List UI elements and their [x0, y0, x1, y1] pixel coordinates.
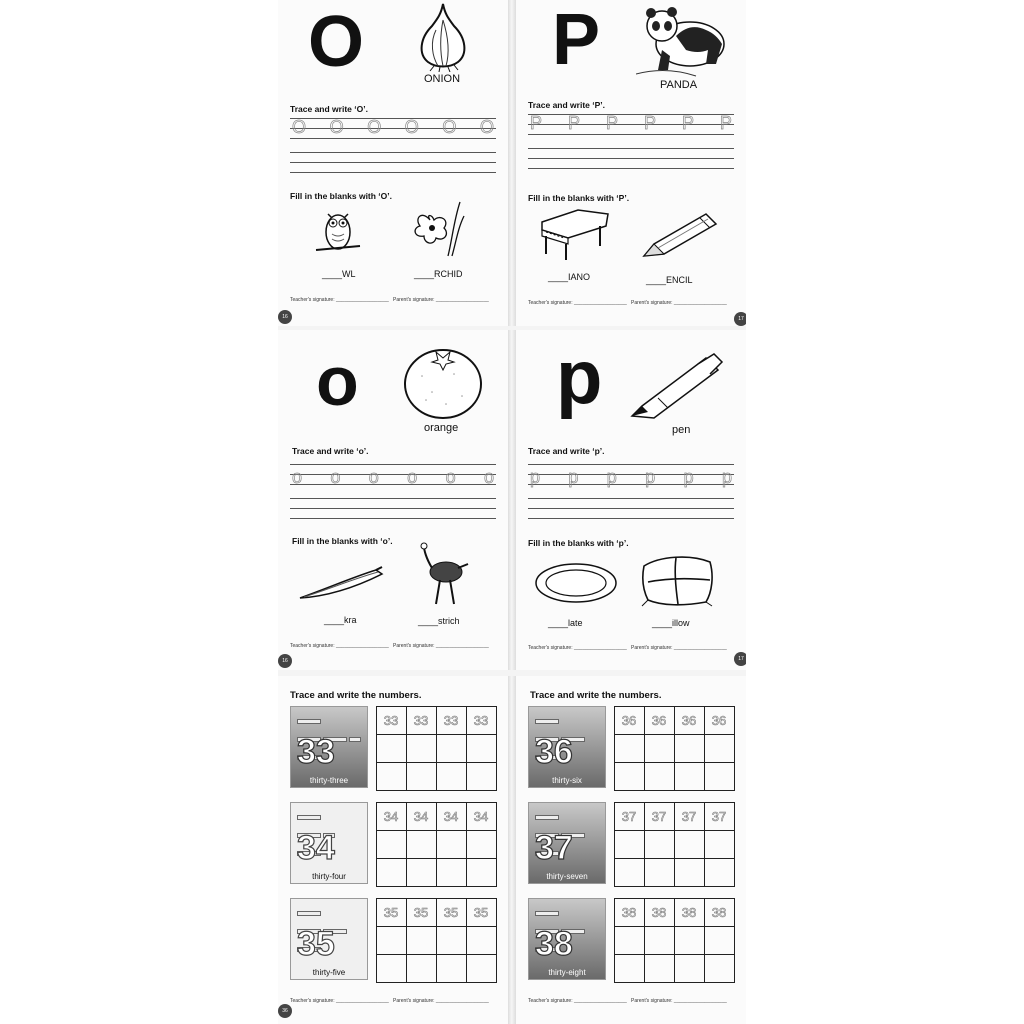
number-card [290, 802, 368, 884]
write-cell[interactable] [466, 926, 497, 955]
parent-signature: Parent's signature: ___________________ [631, 300, 727, 306]
spread-uppercase-op [278, 0, 746, 326]
fill-instruction: Fill in the blanks with ‘o’. [292, 536, 393, 546]
big-letter: O [308, 2, 365, 82]
ostrich-picture [412, 542, 472, 608]
trace-cell: 33 [376, 706, 407, 735]
number-numeral: 38 [535, 925, 573, 963]
number-trace-grid [614, 802, 734, 886]
numbers-instruction: Trace and write the numbers. [290, 690, 422, 701]
write-cell[interactable] [406, 858, 437, 887]
parent-signature: Parent's signature: ___________________ [631, 645, 727, 651]
number-card [528, 706, 606, 788]
write-cell[interactable] [704, 858, 735, 887]
write-cell[interactable] [614, 858, 645, 887]
write-cell[interactable] [376, 734, 407, 763]
write-cell[interactable] [644, 926, 675, 955]
picture-word: pen [672, 424, 691, 436]
pillow-picture [640, 552, 716, 608]
write-cell[interactable] [644, 954, 675, 983]
page-number: 17 [734, 652, 746, 666]
trace-cell: 33 [466, 706, 497, 735]
write-cell[interactable] [406, 734, 437, 763]
trace-letters [292, 118, 494, 136]
write-cell[interactable] [466, 830, 497, 859]
write-cell[interactable] [614, 954, 645, 983]
number-trace-grid [376, 802, 496, 886]
trace-cell: 37 [704, 802, 735, 831]
write-cell[interactable] [436, 926, 467, 955]
picture-word: ONION [424, 73, 461, 85]
number-card [290, 898, 368, 980]
page-number: 16 [278, 654, 292, 668]
page-letter-P [516, 0, 746, 326]
fill-instruction: Fill in the blanks with ‘p’. [528, 538, 629, 548]
signature-line [290, 643, 500, 649]
number-row-34 [288, 798, 500, 890]
number-numeral: 33 [297, 733, 335, 771]
write-cell[interactable] [436, 954, 467, 983]
signature-line [528, 300, 738, 306]
teacher-signature: Teacher's signature: ___________________ [528, 300, 627, 306]
trace-instruction: Trace and write ‘o’. [292, 446, 369, 456]
blank-word: ____RCHID [414, 269, 463, 279]
number-card [528, 802, 606, 884]
write-cell[interactable] [644, 762, 675, 791]
write-cell[interactable] [436, 858, 467, 887]
number-word: thirty-three [309, 776, 349, 785]
parent-signature: Parent's signature: ___________________ [631, 998, 727, 1004]
write-cell[interactable] [704, 762, 735, 791]
trace-cell: 38 [674, 898, 705, 927]
trace-instruction: Trace and write ‘p’. [528, 446, 605, 456]
gutter [508, 0, 516, 326]
gutter [508, 330, 516, 670]
number-numeral: 34 [297, 829, 335, 867]
write-cell[interactable] [614, 926, 645, 955]
number-card [528, 898, 606, 980]
blank-word: ____IANO [548, 272, 591, 282]
write-cell[interactable] [376, 926, 407, 955]
trace-lines [290, 460, 496, 522]
page-number: 16 [278, 310, 292, 324]
numbers-instruction: Trace and write the numbers. [530, 690, 662, 701]
write-cell[interactable] [674, 926, 705, 955]
trace-letters [292, 468, 494, 486]
write-cell[interactable] [436, 830, 467, 859]
teacher-signature: Teacher's signature: ___________________ [290, 998, 389, 1004]
trace-instruction: Trace and write ‘P’. [528, 100, 606, 110]
trace-letter: p [606, 467, 617, 487]
blank-word: ____illow [652, 618, 690, 628]
write-cell[interactable] [704, 830, 735, 859]
write-cell[interactable] [376, 954, 407, 983]
trace-cell: 36 [674, 706, 705, 735]
page-numbers-36-38 [516, 676, 746, 1024]
big-letter: p [556, 335, 603, 420]
trace-letter: p [568, 467, 579, 487]
blank-word: ____kra [324, 615, 357, 625]
page-letter-p [516, 330, 746, 670]
trace-letter: O [442, 117, 457, 137]
page-number: 17 [734, 312, 746, 326]
write-cell[interactable] [466, 762, 497, 791]
trace-cell: 33 [436, 706, 467, 735]
page-letter-o [278, 330, 508, 670]
teacher-signature: Teacher's signature: ___________________ [290, 643, 389, 649]
trace-letter: O [404, 117, 419, 137]
write-cell[interactable] [376, 858, 407, 887]
write-cell[interactable] [704, 734, 735, 763]
orchid-picture [408, 200, 468, 260]
number-word: thirty-five [312, 968, 346, 977]
write-cell[interactable] [704, 954, 735, 983]
spread-lowercase-op [278, 330, 746, 670]
okra-picture [298, 566, 384, 602]
trace-letter: P [643, 113, 656, 133]
blank-word: ____strich [418, 616, 460, 626]
panda-picture [636, 0, 732, 80]
teacher-signature: Teacher's signature: ___________________ [528, 998, 627, 1004]
write-cell[interactable] [674, 830, 705, 859]
number-trace-grid [614, 706, 734, 790]
trace-cell: 37 [614, 802, 645, 831]
number-numeral: 36 [535, 733, 573, 771]
picture-word: orange [424, 422, 459, 434]
number-trace-grid [376, 706, 496, 790]
parent-signature: Parent's signature: ___________________ [393, 643, 489, 649]
workbook [278, 0, 746, 1024]
trace-cell: 38 [704, 898, 735, 927]
write-cell[interactable] [466, 858, 497, 887]
trace-cell: 33 [406, 706, 437, 735]
number-card [290, 706, 368, 788]
write-cell[interactable] [406, 954, 437, 983]
trace-letter: O [329, 117, 344, 137]
page-letter-O [278, 0, 508, 326]
trace-cell: 37 [644, 802, 675, 831]
trace-cell: 34 [406, 802, 437, 831]
write-cell[interactable] [614, 762, 645, 791]
parent-signature: Parent's signature: ___________________ [393, 998, 489, 1004]
picture-word: PANDA [660, 79, 698, 91]
trace-cell: 35 [406, 898, 437, 927]
trace-cell: 36 [644, 706, 675, 735]
number-word: thirty-four [312, 872, 346, 881]
gutter [508, 676, 516, 1024]
trace-letter: P [530, 113, 543, 133]
trace-cell: 36 [704, 706, 735, 735]
owl-picture [314, 206, 362, 260]
trace-letter: o [407, 467, 418, 487]
teacher-signature: Teacher's signature: ___________________ [290, 297, 389, 303]
onion-picture [410, 0, 476, 72]
trace-cell: 38 [644, 898, 675, 927]
number-trace-grid [376, 898, 496, 982]
trace-cell: 38 [614, 898, 645, 927]
write-cell[interactable] [644, 830, 675, 859]
signature-line [290, 297, 500, 303]
blank-word: ____ENCIL [646, 275, 693, 285]
trace-cell: 34 [436, 802, 467, 831]
write-cell[interactable] [614, 734, 645, 763]
write-cell[interactable] [674, 734, 705, 763]
trace-cell: 36 [614, 706, 645, 735]
trace-instruction: Trace and write ‘O’. [290, 104, 368, 114]
piano-picture [538, 204, 610, 262]
write-cell[interactable] [376, 762, 407, 791]
trace-letter: P [605, 113, 618, 133]
number-row-33 [288, 702, 500, 794]
write-cell[interactable] [376, 830, 407, 859]
write-cell[interactable] [466, 734, 497, 763]
write-cell[interactable] [436, 762, 467, 791]
write-cell[interactable] [436, 734, 467, 763]
trace-cell: 37 [674, 802, 705, 831]
trace-cell: 34 [376, 802, 407, 831]
page-number: 36 [278, 1004, 292, 1018]
teacher-signature: Teacher's signature: ___________________ [528, 645, 627, 651]
number-row-37 [526, 798, 738, 890]
write-cell[interactable] [466, 954, 497, 983]
trace-lines [528, 460, 734, 522]
parent-signature: Parent's signature: ___________________ [393, 297, 489, 303]
trace-letter: p [721, 467, 732, 487]
trace-lines [290, 114, 496, 176]
number-row-35 [288, 894, 500, 986]
spread-numbers [278, 676, 746, 1024]
write-cell[interactable] [674, 858, 705, 887]
trace-letter: O [367, 117, 382, 137]
big-letter: P [552, 0, 601, 80]
trace-letter: P [681, 113, 694, 133]
blank-word: ____late [548, 618, 583, 628]
trace-letter: o [368, 467, 379, 487]
write-cell[interactable] [674, 762, 705, 791]
trace-letter: O [479, 117, 494, 137]
trace-cell: 35 [436, 898, 467, 927]
write-cell[interactable] [674, 954, 705, 983]
pencil-picture [640, 210, 720, 260]
trace-letter: o [483, 467, 494, 487]
write-cell[interactable] [644, 858, 675, 887]
pen-picture [628, 352, 724, 420]
trace-cell: 34 [466, 802, 497, 831]
number-numeral: 37 [535, 829, 573, 867]
number-row-36 [526, 702, 738, 794]
write-cell[interactable] [644, 734, 675, 763]
page-numbers-33-35 [278, 676, 508, 1024]
number-word: thirty-eight [548, 968, 586, 977]
trace-letter: p [683, 467, 694, 487]
signature-line [290, 998, 500, 1004]
number-word: thirty-six [552, 776, 582, 785]
trace-letters [530, 468, 732, 486]
trace-letter: o [445, 467, 456, 487]
trace-letter: p [645, 467, 656, 487]
signature-line [528, 998, 738, 1004]
trace-cell: 35 [466, 898, 497, 927]
trace-letter: P [719, 113, 732, 133]
orange-picture [402, 346, 484, 420]
big-letter: o [316, 342, 359, 420]
write-cell[interactable] [406, 830, 437, 859]
number-numeral: 35 [297, 925, 335, 963]
trace-lines [528, 110, 734, 172]
write-cell[interactable] [406, 762, 437, 791]
number-word: thirty-seven [546, 872, 588, 881]
trace-letters [530, 114, 732, 132]
signature-line [528, 645, 738, 651]
trace-letter: o [330, 467, 341, 487]
write-cell[interactable] [614, 830, 645, 859]
write-cell[interactable] [704, 926, 735, 955]
fill-instruction: Fill in the blanks with ‘P’. [528, 193, 630, 203]
number-trace-grid [614, 898, 734, 982]
number-row-38 [526, 894, 738, 986]
write-cell[interactable] [406, 926, 437, 955]
trace-letter: p [530, 467, 541, 487]
trace-letter: o [292, 467, 303, 487]
blank-word: ____WL [322, 269, 356, 279]
trace-letter: P [567, 113, 580, 133]
trace-letter: O [292, 117, 307, 137]
fill-instruction: Fill in the blanks with ‘O’. [290, 191, 393, 201]
plate-picture [534, 562, 618, 604]
trace-cell: 35 [376, 898, 407, 927]
